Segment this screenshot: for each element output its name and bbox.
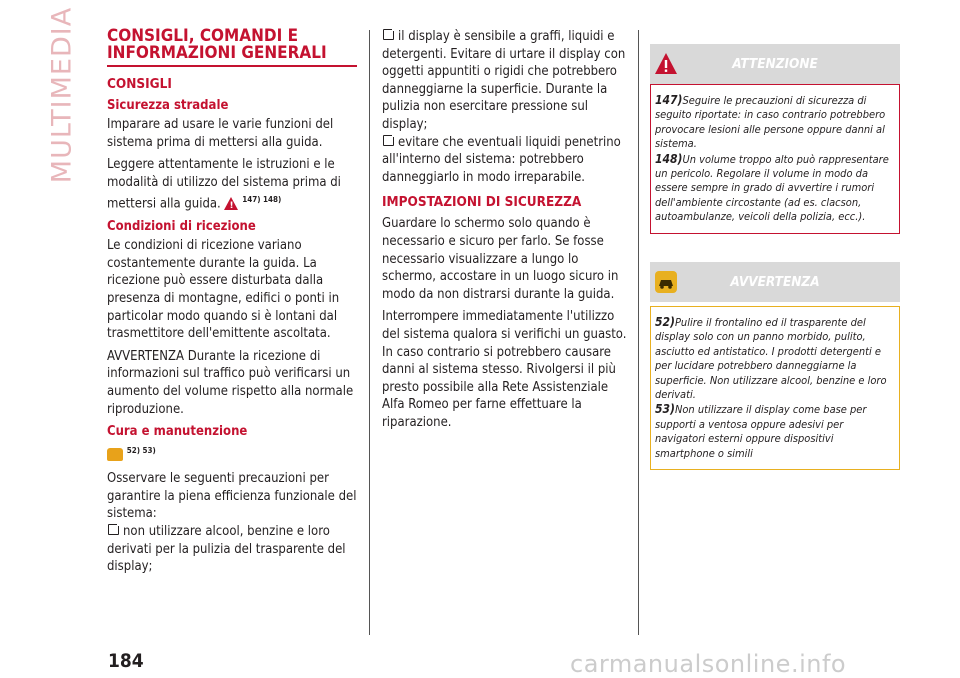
page-title: CONSIGLI, COMANDI E INFORMAZIONI GENERALI [107,26,327,63]
avvertenza-header [650,262,900,302]
bullet-item [107,523,357,576]
title-rule [107,65,357,67]
checkbox-bullet-icon [108,524,119,535]
bullet-text: il display è sensibile a graffi, liquidi e detergenti. Evitare di urtare il display con oggetti appuntiti o rigidi che potrebbero danneggiarne la superficie. Durante la pulizia non esercitare pressione sul display; [382,29,626,132]
column-1 [107,28,357,581]
note-text: Seguire le precauzioni di sicurezza di seguito riportate: in caso contrario potrebbero provocare lesioni alle persone oppure danni al sistema. [655,94,886,151]
section-heading-consigli: CONSIGLI [107,76,172,92]
note-text: Pulire il frontalino ed il trasparente del display solo con un panno morbido, pulito, asciutto ed antistatico. I prodotti detergenti e per lucidare potrebbero danneggiarne la superficie. Non utilizzare alcool, benzine e loro derivati. [655,316,887,402]
column-divider-1 [369,30,370,635]
avvertenza-title: AVVERTENZA [730,274,820,290]
attenzione-body [650,84,900,234]
avvertenza-box [650,262,900,470]
subheading-sicurezza-stradale: Sicurezza stradale [107,98,229,113]
checkbox-bullet-icon [383,29,394,40]
note-number: 53) [655,402,675,417]
column-2 [382,28,632,436]
note-number: 52) [655,315,675,329]
page-number: 184 [108,650,144,672]
note-52 [655,315,895,402]
note-number: 147) [655,93,683,107]
paragraph: AVVERTENZA Durante la ricezione di informazioni sul traffico può verificarsi un aumento del volume rispetto alla normale riproduzione. [107,348,354,417]
bullet-item [382,134,632,187]
subheading-condizioni-ricezione: Condizioni di ricezione [107,219,256,235]
note-number: 148) [655,151,683,166]
subheading-cura-manutenzione: Cura e manutenzione [107,424,248,440]
car-warning-icon [107,448,123,461]
note-53 [655,402,895,461]
watermark: carmanualsonline.info [570,650,847,678]
attenzione-title: ATTENZIONE [732,56,818,72]
attenzione-header [650,44,900,84]
note-147 [655,93,895,152]
avvertenza-body [650,306,900,470]
paragraph-with-ref [107,156,357,213]
paragraph: Interrompere immediatamente l'utilizzo del sistema qualora si verifichi un guasto. In caso contrario si potrebbero causare danni al sistema stesso. Rivolgersi il più presto possibile alla Rete Assistenziale Alfa Romeo per farne effettuare la riparazione. [382,309,627,430]
bullet-text: evitare che eventuali liquidi penetrino all'interno del sistema: potrebbero danneggiarlo in modo irreparabile. [382,134,621,185]
footnote-line [107,442,357,464]
footnote-ref: 52) 53) [126,446,156,456]
paragraph: Guardare lo schermo solo quando è necessario e sicuro per farlo. Se fosse necessario visualizzare a lungo lo schermo, accostare in un luogo sicuro in modo da non distrarsi durante la guida. [382,216,619,302]
note-text: Non utilizzare il display come base per supporti a ventosa oppure adesivi per navigatori esterni oppure dispositivi smartphone o simili [655,403,867,460]
section-heading-impostazioni: IMPOSTAZIONI DI SICUREZZA [382,194,582,211]
checkbox-bullet-icon [383,135,394,146]
warning-triangle-icon [224,197,238,210]
paragraph: Imparare ad usare le varie funzioni del sistema prima di mettersi alla guida. [107,117,334,150]
bullet-item [382,28,632,134]
bullet-text: non utilizzare alcool, benzine e loro derivati per la pulizia del trasparente del display; [107,523,346,575]
attenzione-box [650,44,900,234]
column-divider-2 [638,30,639,635]
footnote-ref: 147) 148) [242,195,282,205]
paragraph-text: Leggere attentamente le istruzioni e le modalità di utilizzo del sistema prima di mettersi alla guida. [107,157,341,212]
paragraph: Le condizioni di ricezione variano costantemente durante la guida. La ricezione può essere disturbata dalla presenza di montagne, edifici o ponti in particolar modo quando si è lontani dal trasmettitore dell'emittente ascoltata. [107,238,340,342]
note-148 [655,152,895,225]
paragraph: Osservare le seguenti precauzioni per garantire la piena efficienza funzionale del sistema: [107,471,357,522]
note-text: Un volume troppo alto può rappresentare un pericolo. Regolare il volume in modo da essere sempre in grado di avvertire i rumori dell'ambiente circostante (ad es. clacson, autoambulanze, veicoli della polizia, ecc.). [655,152,889,224]
section-side-label: MULTIMEDIA [46,6,78,184]
